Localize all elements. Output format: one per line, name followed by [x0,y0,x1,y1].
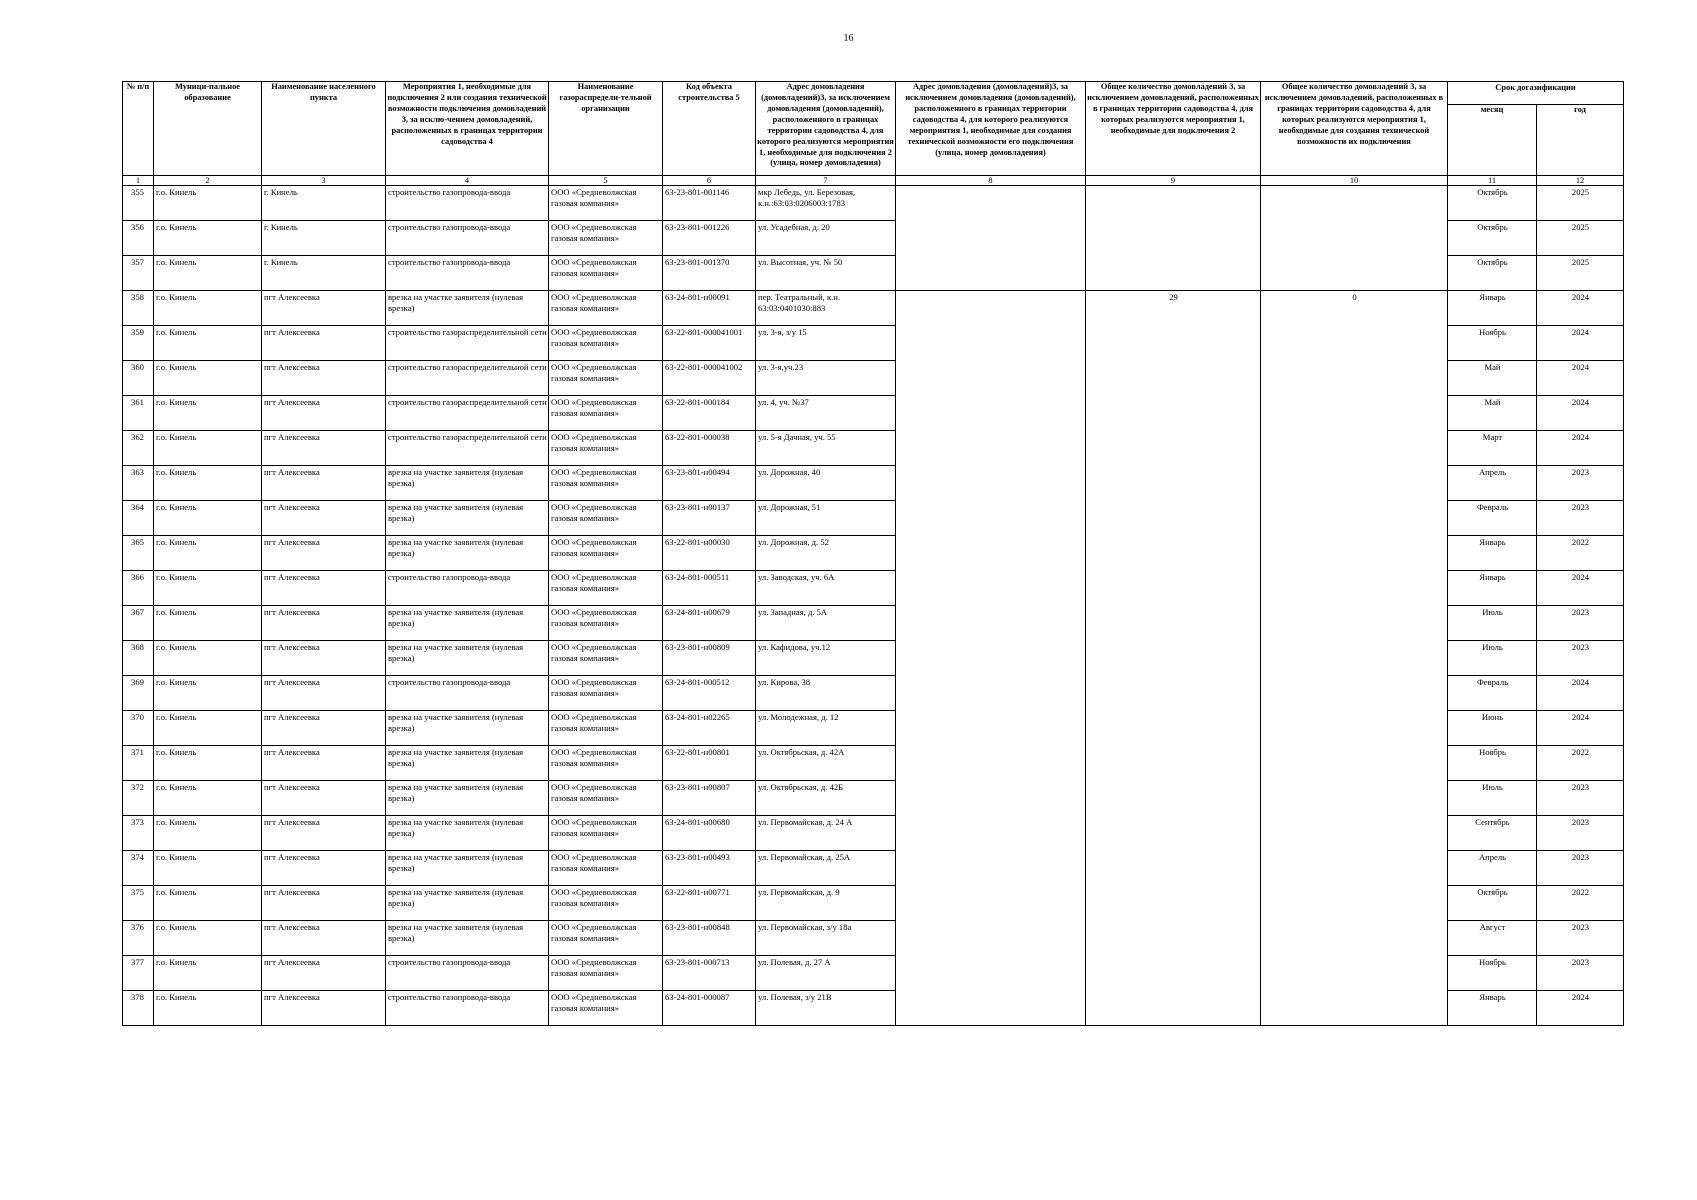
month-cell: Октябрь [1448,256,1537,291]
month-cell: Ноябрь [1448,326,1537,361]
object-code-cell: 63-22-801-000184 [663,396,756,431]
organization-cell: ООО «Средневолжская газовая компания» [549,606,663,641]
row-number: 360 [123,361,154,396]
year-cell: 2024 [1537,396,1624,431]
settlement-cell: пгт Алексеевка [262,641,386,676]
organization-cell: ООО «Средневолжская газовая компания» [549,291,663,326]
count-connection-cell [1086,186,1261,291]
month-cell: Ноябрь [1448,956,1537,991]
row-number: 369 [123,676,154,711]
address-cell: ул. Первомайская, д. 9 [756,886,896,921]
month-cell: Октябрь [1448,886,1537,921]
object-code-cell: 63-24-801-н02265 [663,711,756,746]
settlement-cell: пгт Алексеевка [262,536,386,571]
row-number: 371 [123,746,154,781]
month-cell: Июль [1448,781,1537,816]
object-code-cell: 63-23-801-н00809 [663,641,756,676]
header-month: месяц [1448,105,1537,176]
municipality-cell: г.о. Кинель [154,186,262,221]
row-number: 366 [123,571,154,606]
settlement-cell: пгт Алексеевка [262,816,386,851]
year-cell: 2024 [1537,676,1624,711]
activity-cell: строительство газопровода-ввода [386,956,549,991]
activity-cell: строительство газораспределительной сети [386,361,549,396]
header-municipality: Муници-пальное образование [154,82,262,176]
year-cell: 2022 [1537,536,1624,571]
header-activities: Мероприятия 1, необходимые для подключения 2 или создания технической возможности подключения домовладений 3, за исклю-чением домовладений, расположенных в границах территории садоводства 4 [386,82,549,176]
row-number: 367 [123,606,154,641]
month-cell: Июль [1448,606,1537,641]
activity-cell: врезка на участке заявителя (нулевая врезка) [386,606,549,641]
municipality-cell: г.о. Кинель [154,886,262,921]
organization-cell: ООО «Средневолжская газовая компания» [549,676,663,711]
activity-cell: строительство газопровода-ввода [386,991,549,1026]
month-cell: Сентябрь [1448,816,1537,851]
address-cell: ул. 5-я Дачная, уч. 55 [756,431,896,466]
month-cell: Январь [1448,991,1537,1026]
month-cell: Январь [1448,536,1537,571]
activity-cell: строительство газораспределительной сети [386,431,549,466]
gasification-table [122,81,1624,1026]
organization-cell: ООО «Средневолжская газовая компания» [549,431,663,466]
municipality-cell: г.о. Кинель [154,396,262,431]
organization-cell: ООО «Средневолжская газовая компания» [549,641,663,676]
row-number: 361 [123,396,154,431]
year-cell: 2024 [1537,431,1624,466]
organization-cell: ООО «Средневолжская газовая компания» [549,326,663,361]
row-number: 357 [123,256,154,291]
object-code-cell: 63-23-801-001370 [663,256,756,291]
row-number: 370 [123,711,154,746]
object-code-cell: 63-23-801-н00494 [663,466,756,501]
column-number: 6 [663,176,756,186]
activity-cell: врезка на участке заявителя (нулевая врезка) [386,711,549,746]
table-row [123,291,1624,326]
year-cell: 2023 [1537,781,1624,816]
year-cell: 2023 [1537,851,1624,886]
activity-cell: врезка на участке заявителя (нулевая врезка) [386,536,549,571]
address-cell: ул. 3-я,уч.23 [756,361,896,396]
settlement-cell: пгт Алексеевка [262,781,386,816]
organization-cell: ООО «Средневолжская газовая компания» [549,256,663,291]
month-cell: Июль [1448,641,1537,676]
settlement-cell: пгт Алексеевка [262,291,386,326]
activity-cell: врезка на участке заявителя (нулевая врезка) [386,291,549,326]
month-cell: Октябрь [1448,221,1537,256]
municipality-cell: г.о. Кинель [154,326,262,361]
row-number: 355 [123,186,154,221]
object-code-cell: 63-22-801-н00801 [663,746,756,781]
address-cell: ул. Усадебная, д. 20 [756,221,896,256]
municipality-cell: г.о. Кинель [154,536,262,571]
row-number: 372 [123,781,154,816]
settlement-cell: пгт Алексеевка [262,571,386,606]
activity-cell: строительство газопровода-ввода [386,186,549,221]
activity-cell: строительство газораспределительной сети [386,396,549,431]
header-organization: Наименование газораспредели-тельной организации [549,82,663,176]
year-cell: 2023 [1537,816,1624,851]
object-code-cell: 63-23-801-001226 [663,221,756,256]
row-number: 364 [123,501,154,536]
object-code-cell: 63-24-801-000511 [663,571,756,606]
municipality-cell: г.о. Кинель [154,991,262,1026]
activity-cell: врезка на участке заявителя (нулевая врезка) [386,641,549,676]
row-number: 373 [123,816,154,851]
object-code-cell: 63-22-801-000041001 [663,326,756,361]
organization-cell: ООО «Средневолжская газовая компания» [549,501,663,536]
municipality-cell: г.о. Кинель [154,676,262,711]
organization-cell: ООО «Средневолжская газовая компания» [549,361,663,396]
activity-cell: строительство газораспределительной сети [386,326,549,361]
address-cell: ул. Октябрьская, д. 42Б [756,781,896,816]
year-cell: 2024 [1537,291,1624,326]
municipality-cell: г.о. Кинель [154,571,262,606]
month-cell: Март [1448,431,1537,466]
object-code-cell: 63-23-801-н00807 [663,781,756,816]
year-cell: 2023 [1537,956,1624,991]
row-number: 375 [123,886,154,921]
count-connection-cell: 29 [1086,291,1261,1026]
address-cell: ул. Первомайская, з/у 18а [756,921,896,956]
organization-cell: ООО «Средневолжская газовая компания» [549,991,663,1026]
header-deadline: Срок догазификации [1448,82,1624,105]
header-object-code: Код объекта строительства 5 [663,82,756,176]
municipality-cell: г.о. Кинель [154,816,262,851]
municipality-cell: г.о. Кинель [154,851,262,886]
organization-cell: ООО «Средневолжская газовая компания» [549,886,663,921]
settlement-cell: пгт Алексеевка [262,431,386,466]
organization-cell: ООО «Средневолжская газовая компания» [549,921,663,956]
object-code-cell: 63-22-801-н00030 [663,536,756,571]
municipality-cell: г.о. Кинель [154,501,262,536]
year-cell: 2024 [1537,991,1624,1026]
municipality-cell: г.о. Кинель [154,956,262,991]
address-cell: ул. Полевая, д. 27 А [756,956,896,991]
column-number: 3 [262,176,386,186]
settlement-cell: пгт Алексеевка [262,851,386,886]
address-cell: ул. Высотная, уч. № 50 [756,256,896,291]
object-code-cell: 63-22-801-000041002 [663,361,756,396]
activity-cell: врезка на участке заявителя (нулевая врезка) [386,851,549,886]
object-code-cell: 63-22-801-н00771 [663,886,756,921]
settlement-cell: пгт Алексеевка [262,361,386,396]
column-number: 7 [756,176,896,186]
count-technical-cell: 0 [1261,291,1448,1026]
month-cell: Май [1448,396,1537,431]
address-cell: ул. Октябрьская, д. 42А [756,746,896,781]
address-cell: ул. Кафидова, уч.12 [756,641,896,676]
count-technical-cell [1261,186,1448,291]
activity-cell: врезка на участке заявителя (нулевая врезка) [386,501,549,536]
municipality-cell: г.о. Кинель [154,641,262,676]
address-cell: ул. Первомайская, д. 24 А [756,816,896,851]
year-cell: 2023 [1537,501,1624,536]
row-number: 362 [123,431,154,466]
page-number: 16 [843,33,854,44]
row-number: 376 [123,921,154,956]
header-address-technical: Адрес домовладения (домовладений)3, за исключением домовладения (домовладений), расположенного в границах территории садоводства 4, для которого реализуются мероприятия 1, необходимые для создания технической возможности его подключения (улица, номер домовладения) [896,82,1086,176]
settlement-cell: пгт Алексеевка [262,676,386,711]
municipality-cell: г.о. Кинель [154,256,262,291]
municipality-cell: г.о. Кинель [154,221,262,256]
organization-cell: ООО «Средневолжская газовая компания» [549,816,663,851]
municipality-cell: г.о. Кинель [154,711,262,746]
settlement-cell: пгт Алексеевка [262,466,386,501]
activity-cell: строительство газопровода-ввода [386,256,549,291]
address-cell: ул. Полевая, з/у 21В [756,991,896,1026]
object-code-cell: 63-23-801-000713 [663,956,756,991]
object-code-cell: 63-24-801-н00679 [663,606,756,641]
activity-cell: строительство газопровода-ввода [386,571,549,606]
month-cell: Ноябрь [1448,746,1537,781]
year-cell: 2023 [1537,641,1624,676]
address-cell: ул. Дорожная, 40 [756,466,896,501]
organization-cell: ООО «Средневолжская газовая компания» [549,536,663,571]
activity-cell: врезка на участке заявителя (нулевая врезка) [386,466,549,501]
organization-cell: ООО «Средневолжская газовая компания» [549,711,663,746]
settlement-cell: пгт Алексеевка [262,326,386,361]
address-cell: ул. Заводская, уч. 6А [756,571,896,606]
row-number: 363 [123,466,154,501]
year-cell: 2025 [1537,186,1624,221]
row-number: 378 [123,991,154,1026]
object-code-cell: 63-22-801-000038 [663,431,756,466]
address-cell: ул. Западная, д. 5А [756,606,896,641]
month-cell: Февраль [1448,501,1537,536]
header-number: № п/п [123,82,154,176]
settlement-cell: г. Кинель [262,256,386,291]
object-code-cell: 63-24-801-н00680 [663,816,756,851]
object-code-cell: 63-24-801-000512 [663,676,756,711]
month-cell: Октябрь [1448,186,1537,221]
organization-cell: ООО «Средневолжская газовая компания» [549,956,663,991]
municipality-cell: г.о. Кинель [154,606,262,641]
municipality-cell: г.о. Кинель [154,466,262,501]
organization-cell: ООО «Средневолжская газовая компания» [549,186,663,221]
header-count-connection: Общее количество домовладений 3, за исключением домовладений, расположенных в границах территории садоводства 4, для которых реализуются мероприятия 1, необходимые для подключения 2 [1086,82,1261,176]
column-number: 8 [896,176,1086,186]
municipality-cell: г.о. Кинель [154,746,262,781]
activity-cell: врезка на участке заявителя (нулевая врезка) [386,781,549,816]
municipality-cell: г.о. Кинель [154,921,262,956]
activity-cell: врезка на участке заявителя (нулевая врезка) [386,816,549,851]
address-cell: ул. Первомайская, д. 25А [756,851,896,886]
settlement-cell: пгт Алексеевка [262,746,386,781]
year-cell: 2024 [1537,361,1624,396]
settlement-cell: пгт Алексеевка [262,956,386,991]
year-cell: 2025 [1537,221,1624,256]
column-number: 5 [549,176,663,186]
header-address-connection: Адрес домовладения (домовладений)3, за исключением домовладения (домовладений), расположенного в границах территории садоводства 4, для которого реализуются мероприятия 1, необходимые для подключения 2 (улица, номер домовладения) [756,82,896,176]
organization-cell: ООО «Средневолжская газовая компания» [549,396,663,431]
month-cell: Август [1448,921,1537,956]
settlement-cell: пгт Алексеевка [262,886,386,921]
address-cell: ул. Молодежная, д. 12 [756,711,896,746]
organization-cell: ООО «Средневолжская газовая компания» [549,851,663,886]
month-cell: Январь [1448,291,1537,326]
address-cell: ул. Дорожная, д. 52 [756,536,896,571]
municipality-cell: г.о. Кинель [154,781,262,816]
object-code-cell: 63-23-801-001146 [663,186,756,221]
settlement-cell: г. Кинель [262,186,386,221]
object-code-cell: 63-23-801-н00137 [663,501,756,536]
settlement-cell: пгт Алексеевка [262,711,386,746]
object-code-cell: 63-24-801-н00091 [663,291,756,326]
header-year: год [1537,105,1624,176]
year-cell: 2023 [1537,606,1624,641]
year-cell: 2023 [1537,466,1624,501]
municipality-cell: г.о. Кинель [154,361,262,396]
column-number: 4 [386,176,549,186]
address-cell: ул. Кирова, 38 [756,676,896,711]
address-cell: ул. 3-я, з/у 15 [756,326,896,361]
header-row [123,82,1624,105]
activity-cell: врезка на участке заявителя (нулевая врезка) [386,921,549,956]
object-code-cell: 63-24-801-000087 [663,991,756,1026]
settlement-cell: пгт Алексеевка [262,396,386,431]
activity-cell: врезка на участке заявителя (нулевая врезка) [386,886,549,921]
address-cell: пер. Театральный, к.н. 63:03:0401030:883 [756,291,896,326]
row-number: 374 [123,851,154,886]
address-technical-cell [896,291,1086,1026]
month-cell: Апрель [1448,466,1537,501]
year-cell: 2024 [1537,571,1624,606]
row-number: 368 [123,641,154,676]
row-number: 365 [123,536,154,571]
month-cell: Январь [1448,571,1537,606]
column-number-row [123,176,1624,186]
address-cell: ул. Дорожная, 51 [756,501,896,536]
row-number: 359 [123,326,154,361]
column-number: 1 [123,176,154,186]
header-settlement: Наименование населенного пункта [262,82,386,176]
organization-cell: ООО «Средневолжская газовая компания» [549,571,663,606]
year-cell: 2022 [1537,746,1624,781]
organization-cell: ООО «Средневолжская газовая компания» [549,466,663,501]
settlement-cell: пгт Алексеевка [262,991,386,1026]
month-cell: Май [1448,361,1537,396]
row-number: 358 [123,291,154,326]
year-cell: 2024 [1537,711,1624,746]
settlement-cell: пгт Алексеевка [262,606,386,641]
organization-cell: ООО «Средневолжская газовая компания» [549,221,663,256]
year-cell: 2025 [1537,256,1624,291]
settlement-cell: г. Кинель [262,221,386,256]
column-number: 9 [1086,176,1261,186]
activity-cell: строительство газопровода-ввода [386,676,549,711]
activity-cell: строительство газопровода-ввода [386,221,549,256]
address-cell: ул. 4, уч. №37 [756,396,896,431]
column-number: 12 [1537,176,1624,186]
year-cell: 2022 [1537,886,1624,921]
organization-cell: ООО «Средневолжская газовая компания» [549,781,663,816]
year-cell: 2023 [1537,921,1624,956]
settlement-cell: пгт Алексеевка [262,501,386,536]
municipality-cell: г.о. Кинель [154,291,262,326]
municipality-cell: г.о. Кинель [154,431,262,466]
settlement-cell: пгт Алексеевка [262,921,386,956]
year-cell: 2024 [1537,326,1624,361]
month-cell: Апрель [1448,851,1537,886]
organization-cell: ООО «Средневолжская газовая компания» [549,746,663,781]
table-row [123,186,1624,221]
header-count-technical: Общее количество домовладений 3, за исключением домовладений, расположенных в границах территории садоводства 4, для которых реализуются мероприятия 1, необходимые для создания технической возможности их подключения [1261,82,1448,176]
address-cell: мкр Лебедь, ул. Березовая, к.н.:63:03:0206003:1783 [756,186,896,221]
row-number: 377 [123,956,154,991]
row-number: 356 [123,221,154,256]
column-number: 10 [1261,176,1448,186]
object-code-cell: 63-23-801-н00493 [663,851,756,886]
month-cell: Июнь [1448,711,1537,746]
object-code-cell: 63-23-801-н00848 [663,921,756,956]
column-number: 2 [154,176,262,186]
address-technical-cell [896,186,1086,291]
month-cell: Февраль [1448,676,1537,711]
column-number: 11 [1448,176,1537,186]
activity-cell: врезка на участке заявителя (нулевая врезка) [386,746,549,781]
